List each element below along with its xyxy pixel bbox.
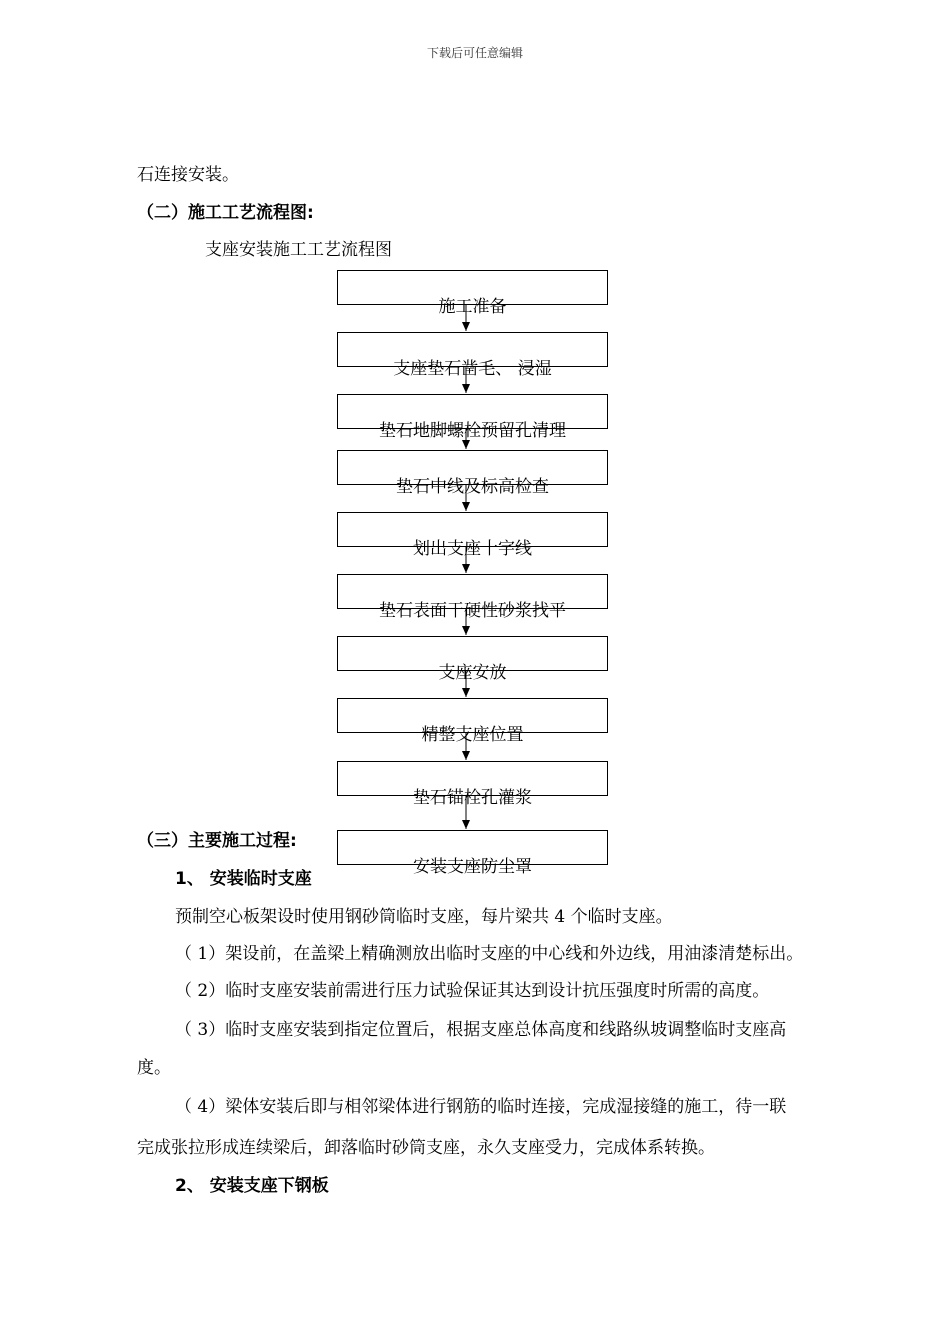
flow-step-label: 垫石地脚螺栓预留孔清理 xyxy=(379,421,566,441)
sub1-item: （ 4）梁体安装后即与相邻梁体进行钢筋的临时连接，完成湿接缝的施工，待一联 xyxy=(175,1097,787,1117)
flow-step-label: 垫石中线及标高检查 xyxy=(396,477,549,497)
sub2-heading: 2、 安装支座下钢板 xyxy=(175,1176,329,1196)
flowchart-title: 支座安装施工工艺流程图 xyxy=(205,240,392,260)
flow-step-label: 垫石锚栓孔灌浆 xyxy=(413,788,532,808)
flow-step-label: 划出支座十字线 xyxy=(413,539,532,559)
flow-step-label: 垫石表面干硬性砂浆找平 xyxy=(379,601,566,621)
sub1-item-continuation: 度。 xyxy=(137,1058,171,1078)
sub1-item: （ 2）临时支座安装前需进行压力试验保证其达到设计抗压强度时所需的高度。 xyxy=(175,981,770,1001)
sub1-item-continuation: 完成张拉形成连续梁后，卸落临时砂筒支座，永久支座受力，完成体系转换。 xyxy=(137,1138,715,1158)
page-header: 下载后可任意编辑 xyxy=(426,46,523,60)
flow-step-label: 支座垫石凿毛、 浸湿 xyxy=(393,359,552,379)
sub1-intro: 预制空心板架设时使用钢砂筒临时支座，每片梁共 4 个临时支座。 xyxy=(175,907,673,927)
flow-step-label: 施工准备 xyxy=(438,297,507,317)
flow-step-label: 精整支座位置 xyxy=(421,725,524,745)
sub1-item: （ 1）架设前，在盖梁上精确测放出临时支座的中心线和外边线，用油漆清楚标出。 xyxy=(175,944,804,964)
sub1-item: （ 3）临时支座安装到指定位置后，根据支座总体高度和线路纵坡调整临时支座高 xyxy=(175,1020,787,1040)
section3-heading: （三）主要施工过程: xyxy=(137,831,297,851)
sub1-heading: 1、 安装临时支座 xyxy=(175,869,312,889)
section2-heading: （二）施工工艺流程图: xyxy=(137,203,314,223)
flow-step-label: 支座安放 xyxy=(438,663,507,683)
flow-step-label: 安装支座防尘罩 xyxy=(413,857,532,877)
intro-line: 石连接安装。 xyxy=(137,165,239,185)
